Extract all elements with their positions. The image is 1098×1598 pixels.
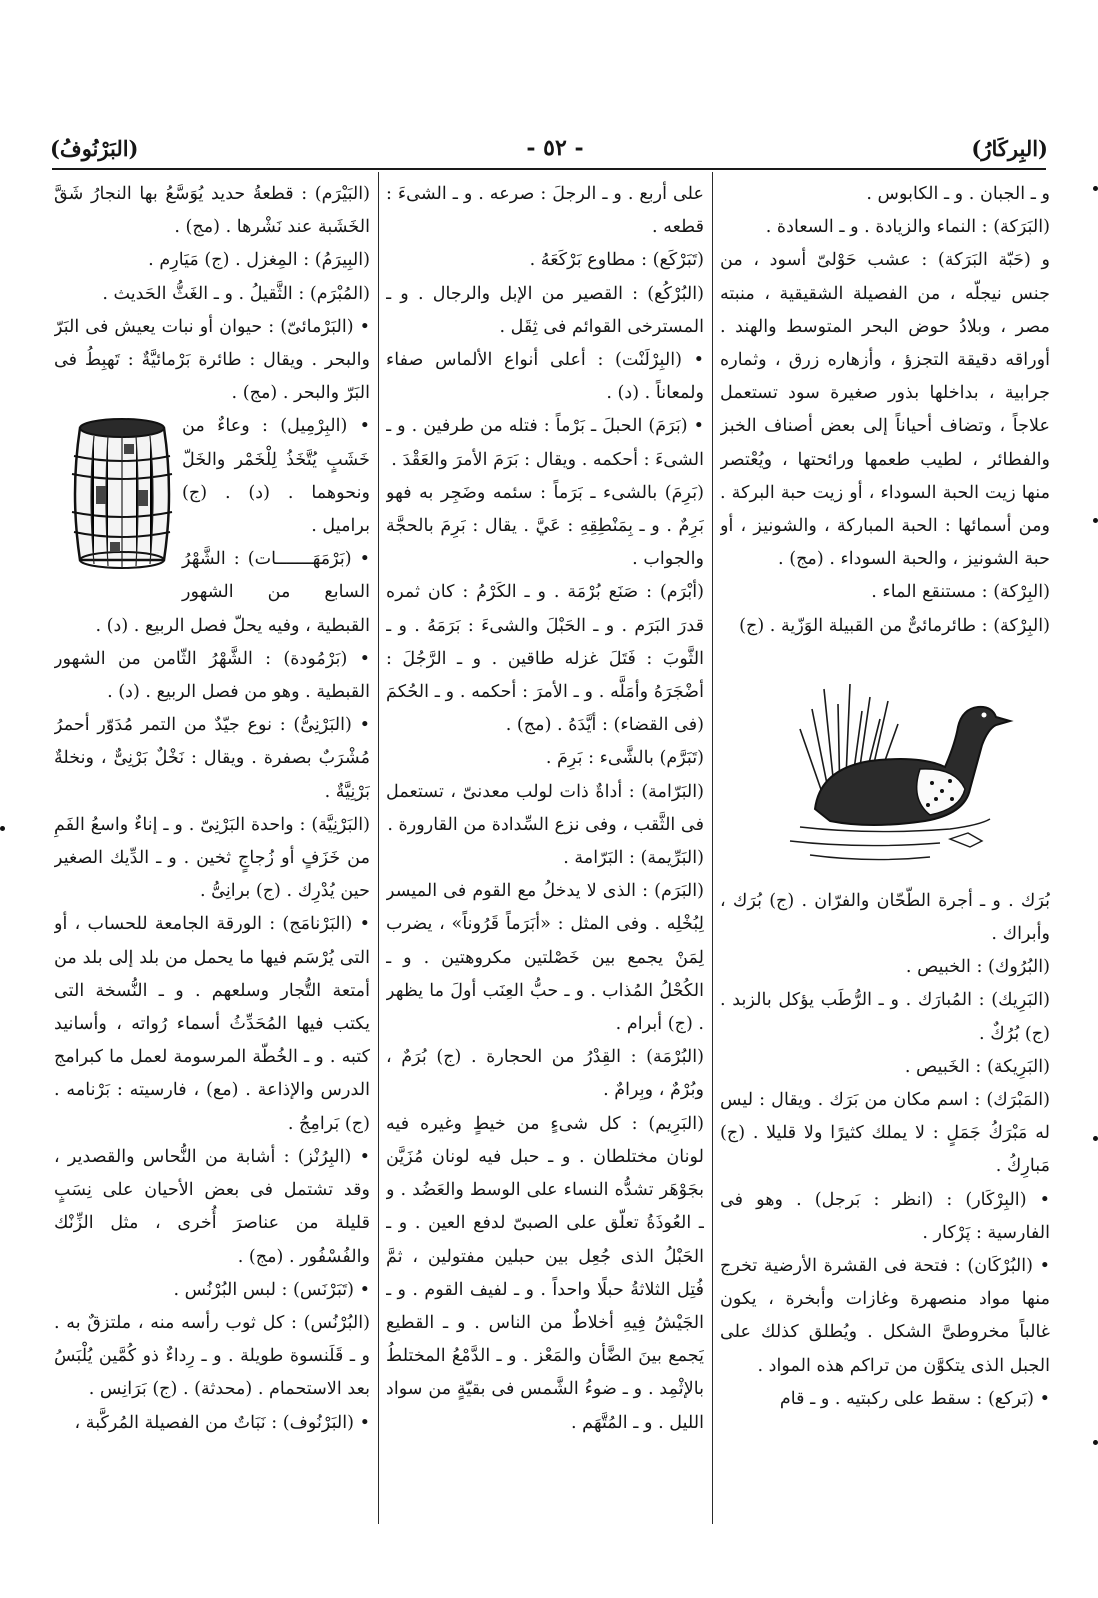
entry: • (تَبَرْنَس) : لبس البُرْنُس . [173,1279,370,1300]
entry: • (بَرْمَهَـــــــات) : الشَّهْرُ السابع من الشهور القبطية ، وفيه يحلّ فصل الربيع . (د) . [95,549,370,636]
scan-edge-mark [1093,518,1098,523]
entry: (البِرْكة) : مستنقع الماء . [871,582,1050,603]
entry: (المُبْرَم) : الثَّقيلُ . و ـ الغَثُّ الحَديث . [102,283,370,304]
entry: (أبْرَم) : صَنَع بُرْمَة . و ـ الكَرْمُ : كان ثمره قدرَ البَرَم . و ـ الحَبْلَ والشىءَ : بَرَمَهُ . و ـ الثَّوبَ : فَتَلَ غزله طاقين . و ـ الرَّجُلَ : أضْجَرَهُ وأمَلَّه . و ـ الأمرَ : أحكمه . و ـ الحُكمَ (فى القضاء) : أيَّدَهُ . (مج) . [386,582,704,736]
column-divider-left [378,172,379,1524]
scan-edge-mark [1093,1440,1098,1445]
header-left-guide-word: (البَرْنُوفُ) [50,135,139,161]
entry: (البَرَم) : الذى لا يدخلُ مع القوم فى الميسر لِبُخْلِه . وفى المثل : «أبَرَماً قَرُوناً» ، يضرب لِمَنْ يجمع بين خَصْلتين مكروهتين . و ـ الكُحْلُ المُذاب . و ـ حبُّ العِنَب أولَ ما يظهر . (ج) أبرام . [386,881,704,1035]
entry: (البُرْنُس) : كل ثوب رأسه منه ، ملتزقٌ به . و ـ قَلَنسوة طويلة . و ـ رِداءٌ ذو كُمَّين يُلْبَسُ بعد الاستحمام . (محدثة) . (ج) بَرَانِس . [54,1312,370,1400]
entry: • (البِرْكَار) : (انظر : بَرجل) . وهو فى الفارسية : پَرْكار . [720,1189,1050,1243]
entry: (البَرِّيمة) : البَرّامة . [563,848,704,869]
entry: على أربع . و ـ الرجلَ : صرعه . و ـ الشىءَ : قطعه . [386,184,704,238]
column-middle [386,178,704,1524]
entry: • (البِرْلَنْت) : أعلى أنواع الألماس صفاء ولمعاناً . (د) . [386,350,704,404]
entry: (البَيْرَم) : قطعةُ حديد يُوَسَّعُ بها النجارُ شَقَّ الخَشَبة عند نَشْرها . (مج) . [54,184,370,238]
barrel-illustration [62,414,182,586]
entry: و (حَبّة البَرَكة) : عشب حَوْلىّ أسود ، من جنس نيجلّه ، من الفصيلة الشقيقية ، منبته مصر ، وبلادُ حوض البحر المتوسط والهند . أوراقه دقيقة التجزؤ ، وأزهاره زرق ، وثماره جرابية ، بداخلها بذور صغيرة سود تستعمل علاجاً ، وتضاف أحياناً إلى بعض أصناف الخبز والفطائر ، لطيب طعمها ورائحتها ، ويُعْتصر منها زيت الحبة السوداء ، أو زيت حبة البركة . ومن أسمائها : الحبة المباركة ، والشونيز ، أو حبة الشونيز ، والحبة السوداء . (مج) . [720,250,1050,570]
entry: • (بَرَمَ) الحبلَ ـ بَرْماً : فتله من طرفين . و ـ الشىءَ : أحكمه . ويقال : بَرَمَ الأمرَ والعَقْدَ . [386,416,704,470]
entry: • (بَرْمُودة) : الشَّهْرُ الثّامن من الشهور القبطية . وهو من فصل الربيع . (د) . [54,648,370,703]
entry: (البَرِيك) : المُبارَك . و ـ الرُّطَب يؤكل بالزبد . (ج) بُرُكٌ . [720,990,1050,1044]
entry: • (البِرْمِيل) : وعاءٌ من خَشَبٍ يُتَّخَذُ لِلْخَمْر والخَلّ ونحوهما . (د) . (ج) براميل . [182,416,370,537]
column-right [720,178,1050,1524]
scan-edge-mark [1093,1136,1098,1141]
page-header [50,128,1048,168]
entry: • (البِرُنْز) : أشابة من النُّحاس والقصدير ، وقد تشتمل فى بعض الأحيان على نِسَبٍ قليلة من عناصرَ أُخرى ، مثل الزِّنْك والفُسْفُور . (مج) . [54,1146,370,1267]
entry: (البُرْمَة) : القِدْرُ من الحجارة . (ج) بُرَمٌ ، وبُرْمٌ ، وبِرامٌ . [386,1047,704,1101]
page-number: - ٥٢ - [526,135,584,161]
header-rule [52,168,1046,170]
scan-edge-mark [0,826,5,831]
waterbird-illustration [720,649,1050,879]
entry: (البُرْكُع) : القصير من الإبل والرجال . و ـ المسترخى القوائم فى ثِقَل . [386,283,704,337]
entry: (البَرِيكة) : الخَبيص . [904,1056,1050,1077]
entry: بُرَك . و ـ أجرة الطّحّان والفرّان . (ج) بُرَك ، وأبراك . [720,890,1050,945]
entry: (تَبَرَّم) بالشَّىء : بَرِمَ . [545,748,704,769]
entry: (تَبَرْكَع) : مطاوع بَرْكَعَهُ . [529,250,704,271]
entry: (البِرْكة) : طائرمائىٌّ من القبيلة الوَزّية . (ج) [739,615,1050,636]
entry: • (البَرْنامَج) : الورقة الجامعة للحساب ، أو التى يُرْسَم فيها ما يحمل من بلد إلى بلد من أمتعة التُّجار وسلعهم . و ـ النُّسخة التى يكتب فيها المُحَدِّثُ أسماء رُواته ، وأسانيد كتبه . و ـ الخُطّة المرسومة لعمل ما كبرامج الدرس والإذاعة . (مع) ، فارسيته : بَرْنامه . (ج) بَرامِجُ . [54,914,370,1134]
entry: • (البَرْنُوف) : نَبَاتٌ من الفصيلة المُركَّبة ، [74,1412,370,1433]
entry: • (بَركع) : سقط على ركبتيه . و ـ قام [779,1388,1050,1409]
entry: (البَرّامة) : أداةٌ ذات لولب معدنىّ ، تستعمل فى الثَّقب ، وفى نزع السِّدادة من القارورة . [386,781,704,835]
header-right-guide-word: (البِركَارُ) [971,135,1048,161]
entry: (البَرْنِيَّة) : واحدة البَرْنِىّ . و ـ إناءٌ واسعُ الفَمِ من خَزَفٍ أو زُجاجٍ ثخين . و ـ الدِّيك الصغير حين يُدْرِك . (ج) برانِىُّ . [54,814,370,902]
column-divider-right [712,172,713,1524]
entry: (البَرَكة) : النماء والزيادة . و ـ السعادة . [765,217,1050,238]
entry: (المَبْرَك) : اسم مكان من بَرَك . ويقال : ليس له مَبْرَكُ جَمَلٍ : لا يملك كثيرًا ولا قليلا . (ج) مَبارِكُ . [720,1090,1050,1177]
entry: (بَرِمَ) بالشىء ـ بَرَماً : سئمه وضَجِر به فهو بَرِمٌ . و ـ بِمَنْطِقِهِ : عَيَّ . يقال : بَرِمَ بالحجَّة والجواب . [386,482,704,570]
entry: و ـ الجبان . و ـ الكابوس . [866,184,1050,204]
entry: (البَرِيم) : كل شىءٍ من خيطٍ وغيره فيه لونان مختلطان . و ـ حبل فيه لونان مُزَيَّن بجَوْهَر تشدُّه النساء على الوسط والعَضُد . و ـ العُوذَةُ تعلّق على الصبىّ لدفع العين . و ـ الحَبْلُ الذى جُعِل بين حبلين مفتولين ، ثمَّ فُتِل الثلاثةُ حبلًا واحداً . و ـ لفيف القوم . و ـ الجَيْشُ فِيهِ أخلاطٌ من الناس . و ـ القطيع يَجمع بينَ الضَّأن والمَعْز . و ـ الدَّمْعُ المختلطُ بالإثْمِد . و ـ ضوءُ الشَّمس فى بقيّةٍ من سواد الليل . و ـ المُتَّهَم . [386,1113,704,1433]
entry: • (البَرْنِىُّ) : نوع جيّدٌ من التمر مُدَوّر أحمرُ مُشْرَبٌ بصفرة . ويقال : نَخْلٌ بَرْنِىٌّ ، ونخلةٌ بَرْنِيَّةٌ . [54,715,370,802]
scan-edge-mark [1093,186,1098,191]
column-left [54,178,370,1524]
entry: • (البَرْمائىّ) : حيوان أو نبات يعيش فى البَرّ والبحر . ويقال : طائرة بَرْمائيَّةٌ : تَهبِطُ فى البَرّ والبحر . (مج) . [54,316,370,404]
entry: • (البُرْكَان) : فتحة فى القشرة الأرضية تخرج منها مواد منصهرة وغازات وأبخرة ، يكون غالباً مخروطىَّ الشكل . ويُطلق كذلك على الجبل الذى يتكوَّن من تراكم هذه المواد . [720,1256,1050,1376]
entry: (البِيرَمُ) : المِغزل . (ج) مَيَارِم . [148,250,370,271]
entry: (البُرُوك) : الخبيص . [905,957,1050,978]
